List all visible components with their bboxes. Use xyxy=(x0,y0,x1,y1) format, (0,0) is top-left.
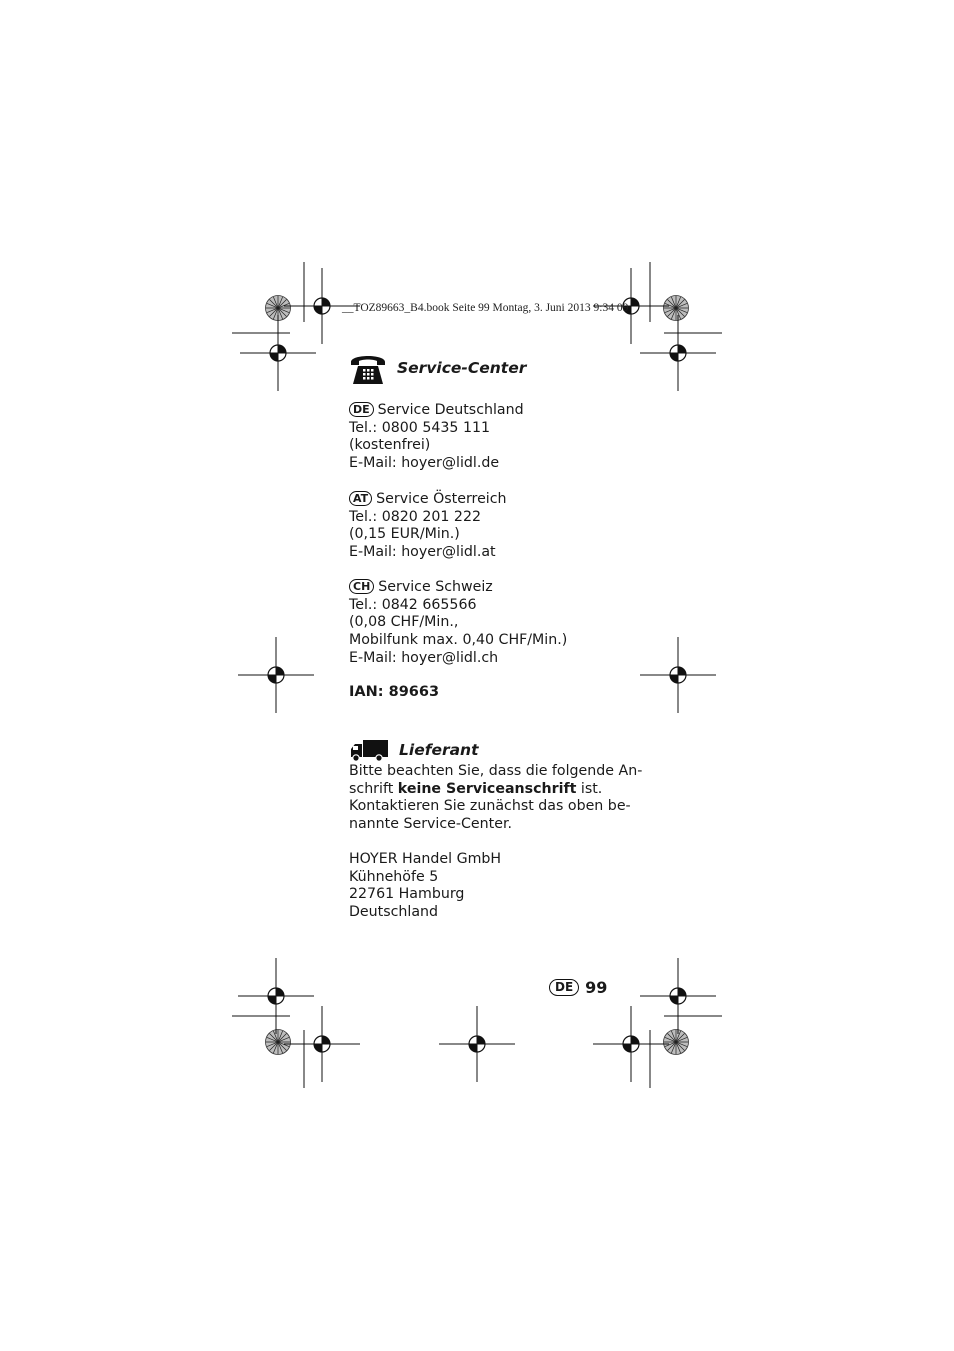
service-at-note: (0,15 EUR/Min.) xyxy=(349,526,460,543)
address-line: Deutschland xyxy=(349,904,439,921)
service-ch-tel: Tel.: 0842 665566 xyxy=(349,596,477,613)
service-at-email: E-Mail: hoyer@lidl.at xyxy=(349,544,496,561)
at-badge: AT xyxy=(349,491,372,506)
service-de-note: (kostenfrei) xyxy=(349,437,431,454)
service-ch-name: Service Schweiz xyxy=(378,579,493,595)
print-slug: __TOZ89663_B4.book Seite 99 Montag, 3. Juni 2013 9:34 09 xyxy=(342,302,629,314)
truck-icon xyxy=(349,739,389,763)
page-footer xyxy=(549,978,607,997)
lieferant-title: Lieferant xyxy=(399,741,479,760)
service-center-title: Service-Center xyxy=(397,359,527,378)
ch-badge: CH xyxy=(349,579,374,594)
supplier-address xyxy=(349,851,501,922)
service-at-name: Service Österreich xyxy=(376,491,507,507)
lieferant-line1: Bitte beachten Sie, dass die folgende An- xyxy=(349,763,643,779)
lieferant-line3: Kontaktieren Sie zunächst das oben be- xyxy=(349,798,631,815)
lieferant-heading xyxy=(349,739,479,763)
address-line: HOYER Handel GmbH xyxy=(349,851,502,867)
footer-lang-badge: DE xyxy=(549,979,579,996)
telephone-icon xyxy=(349,352,387,386)
address-line: 22761 Hamburg xyxy=(349,886,465,903)
lieferant-line4: nannte Service-Center. xyxy=(349,816,512,833)
service-de-name: Service Deutschland xyxy=(377,402,524,418)
service-ch-email: E-Mail: hoyer@lidl.ch xyxy=(349,649,499,666)
service-at xyxy=(349,491,507,562)
service-ch-note2: Mobilfunk max. 0,40 CHF/Min.) xyxy=(349,632,568,649)
de-badge: DE xyxy=(349,402,374,417)
no-service-address: keine Serviceanschrift xyxy=(397,780,577,797)
page-number: 99 xyxy=(585,978,608,997)
service-ch xyxy=(349,579,567,668)
ian-number: IAN: 89663 xyxy=(349,684,440,700)
service-de xyxy=(349,402,524,473)
service-at-tel: Tel.: 0820 201 222 xyxy=(349,508,482,525)
service-de-email: E-Mail: hoyer@lidl.de xyxy=(349,455,500,472)
lieferant-line2: schrift keine Serviceanschrift ist. xyxy=(349,780,603,797)
service-ch-note1: (0,08 CHF/Min., xyxy=(349,614,459,631)
service-de-tel: Tel.: 0800 5435 111 xyxy=(349,419,491,436)
service-center-heading xyxy=(349,352,526,386)
lieferant-text xyxy=(349,763,642,834)
address-line: Kühnehöfe 5 xyxy=(349,868,439,885)
